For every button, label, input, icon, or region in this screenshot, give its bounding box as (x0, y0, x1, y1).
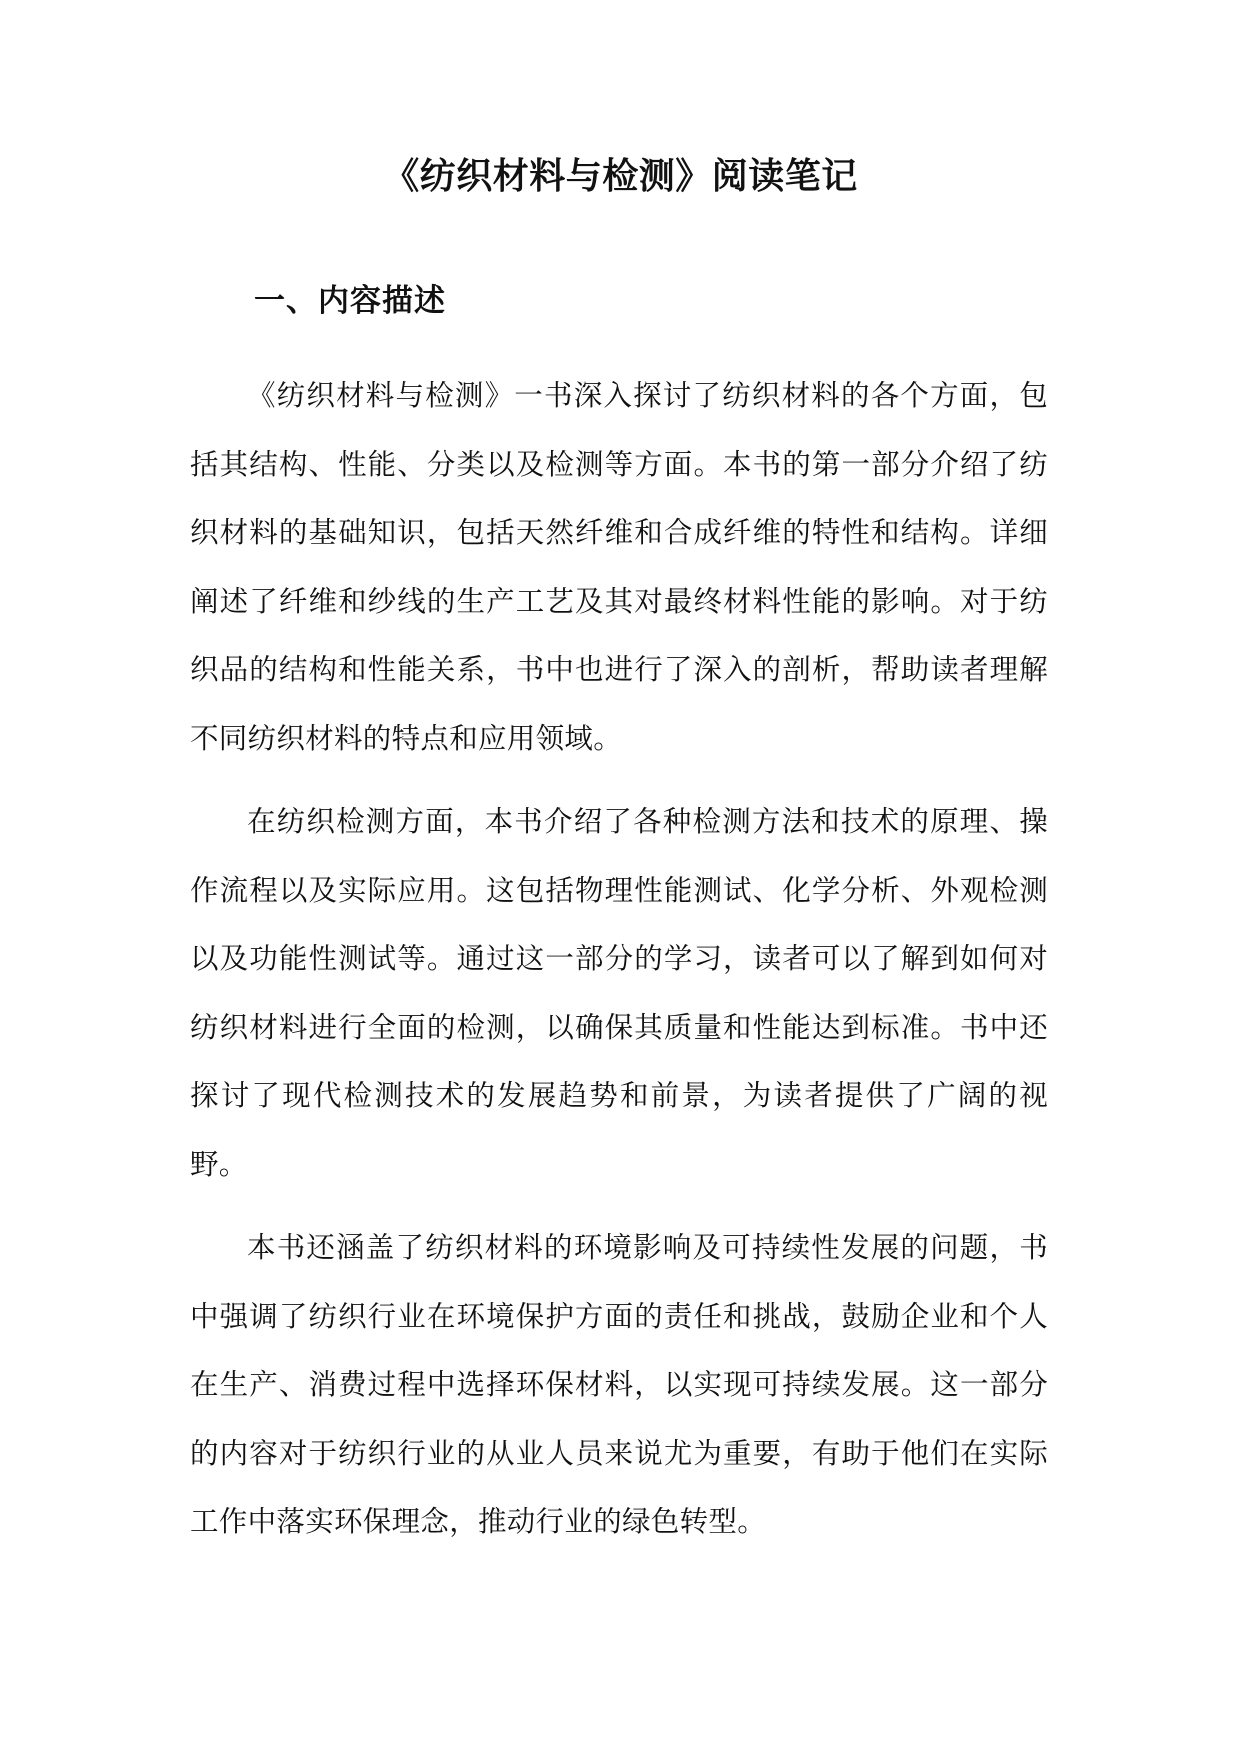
document-title: 《纺织材料与检测》阅读笔记 (383, 155, 858, 197)
paragraph-1: 《纺织材料与检测》一书深入探讨了纺织材料的各个方面，包括其结构、性能、分类以及检测等方面。本书的第一部分介绍了纺织材料的基础知识，包括天然纤维和合成纤维的特性和结构。详细阐述了纤维和纱线的生产工艺及其对最终材料性能的影响。对于纺织品的结构和性能关系，书中也进行了深入的剖析，帮助读者理解不同纺织材料的特点和应用领域。 (190, 379, 1048, 755)
paragraph-2: 在纺织检测方面，本书介绍了各种检测方法和技术的原理、操作流程以及实际应用。这包括物理性能测试、化学分析、外观检测以及功能性测试等。通过这一部分的学习，读者可以了解到如何对纺织材料进行全面的检测，以确保其质量和性能达到标准。书中还探讨了现代检测技术的发展趋势和前景，为读者提供了广阔的视野。 (190, 805, 1048, 1181)
paragraph-3: 本书还涵盖了纺织材料的环境影响及可持续性发展的问题，书中强调了纺织行业在环境保护方面的责任和挑战，鼓励企业和个人在生产、消费过程中选择环保材料，以实现可持续发展。这一部分的内容对于纺织行业的从业人员来说尤为重要，有助于他们在实际工作中落实环保理念，推动行业的绿色转型。 (190, 1231, 1048, 1538)
section-body (190, 362, 1048, 1572)
section-heading: 一、内容描述 (254, 283, 446, 319)
